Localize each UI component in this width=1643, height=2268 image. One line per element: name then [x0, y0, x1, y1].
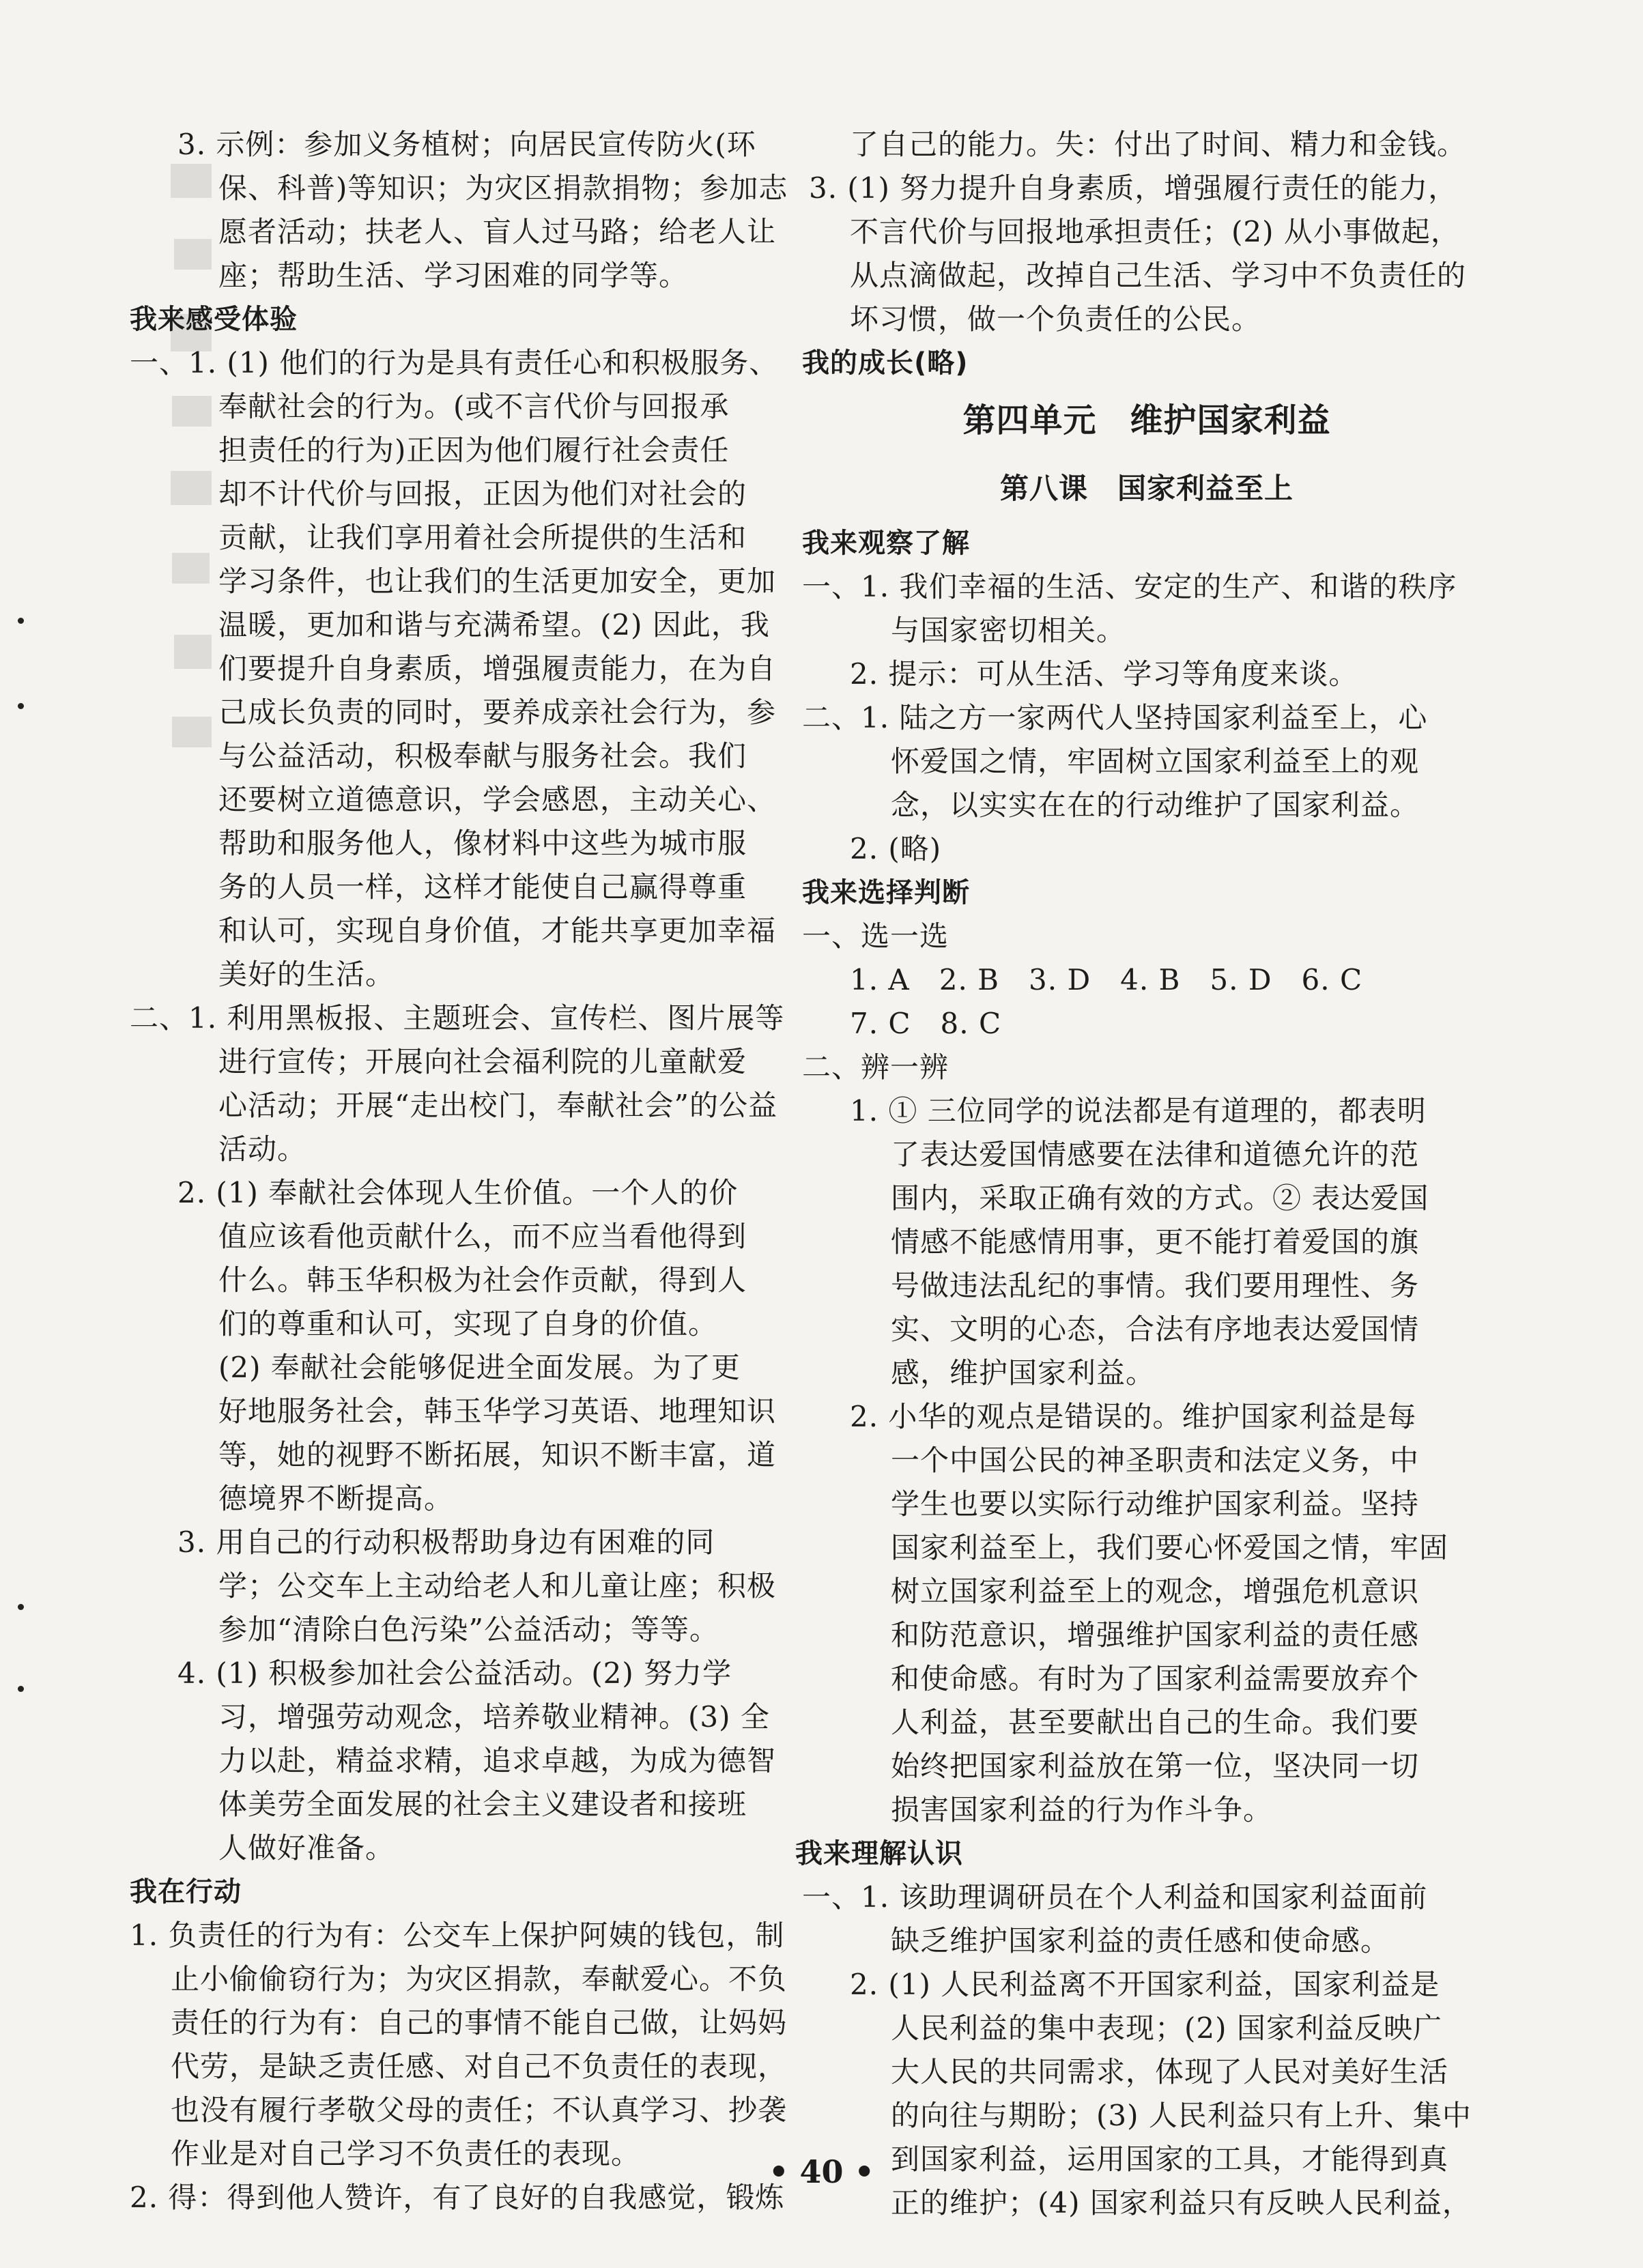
text-line: 贡献，让我们享用着社会所提供的生活和: [218, 521, 747, 554]
text-line: 与公益活动，积极奉献与服务社会。我们: [218, 739, 747, 773]
text-line: 美好的生活。: [218, 958, 395, 991]
text-line: 责任的行为有：自己的事情不能自己做，让妈妈: [171, 2006, 788, 2039]
heading: 我来观察了解: [802, 528, 970, 559]
text-line: 一、选一选: [802, 919, 949, 953]
text-line: 愿者活动；扶老人、盲人过马路；给老人让: [218, 215, 777, 248]
text-line: 2. 提示：可从生活、学习等角度来谈。: [850, 657, 1358, 691]
text-line: 担责任的行为)正因为他们履行社会责任: [218, 433, 730, 467]
text-line: 进行宣传；开展向社会福利院的儿童献爱: [218, 1045, 747, 1078]
text-line: 实、文明的心态，合法有序地表达爱国情: [891, 1312, 1420, 1346]
text-line: 2. 得：得到他人赞许，有了良好的自我感觉，锻炼: [130, 2181, 785, 2214]
text-line: 止小偷偷窃行为；为灾区捐款，奉献爱心。不负: [171, 1962, 788, 1996]
text-line: 学习条件，也让我们的生活更加安全，更加: [218, 564, 777, 598]
text-line: 一、1. 该助理调研员在个人利益和国家利益面前: [802, 1880, 1428, 1914]
text-line: 的向往与期盼；(3) 人民利益只有上升、集中: [891, 2099, 1472, 2132]
right-column: [795, 123, 1498, 2225]
text-line: 学生也要以实际行动维护国家利益。坚持: [891, 1487, 1420, 1521]
text-line: 情感不能感情用事，更不能打着爱国的旗: [891, 1225, 1420, 1259]
text-line: 2. (1) 人民利益离不开国家利益，国家利益是: [850, 1968, 1440, 2001]
text-line: 值应该看他贡献什么，而不应当看他得到: [218, 1220, 747, 1253]
text-line: 们要提升自身素质，增强履责能力，在为自: [218, 652, 777, 685]
text-line: 二、1. 陆之方一家两代人坚持国家利益至上，心: [802, 701, 1428, 734]
text-line: 到国家利益，运用国家的工具，才能得到真: [891, 2142, 1449, 2176]
text-line: 3. 用自己的行动积极帮助身边有困难的同: [177, 1525, 715, 1559]
text-line: 体美劳全面发展的社会主义建设者和接班: [218, 1788, 747, 1821]
text-line: 活动。: [218, 1132, 307, 1166]
scan-speck: [18, 1686, 24, 1692]
heading: 我来理解认识: [795, 1838, 963, 1869]
text-line: 怀爱国之情，牢固树立国家利益至上的观: [891, 745, 1420, 778]
text-line: 号做违法乱纪的事情。我们要用理性、务: [891, 1269, 1420, 1302]
text-line: 3. 示例：参加义务植树；向居民宣传防火(环: [177, 128, 756, 161]
text-line: 1. A 2. B 3. D 4. B 5. D 6. C: [850, 963, 1363, 996]
text-line: 人民利益的集中表现；(2) 国家利益反映广: [891, 2011, 1442, 2045]
text-line: 国家利益至上，我们要心怀爱国之情，牢固: [891, 1531, 1449, 1564]
heading: 我在行动: [130, 1876, 242, 1908]
text-line: 一个中国公民的神圣职责和法定义务，中: [891, 1444, 1420, 1477]
text-line: 树立国家利益至上的观念，增强危机意识: [891, 1575, 1420, 1608]
heading: 我来感受体验: [130, 304, 298, 335]
text-line: 己成长负责的同时，要养成亲社会行为，参: [218, 695, 777, 729]
text-line: 却不计代价与回报，正因为他们对社会的: [218, 477, 747, 511]
text-line: 正的维护；(4) 国家利益只有反映人民利益，: [891, 2186, 1472, 2220]
text-line: 念，以实实在在的行动维护了国家利益。: [891, 788, 1420, 822]
text-line: 1. 负责任的行为有：公交车上保护阿姨的钱包，制: [130, 1919, 785, 1952]
text-line: 4. (1) 积极参加社会公益活动。(2) 努力学: [177, 1656, 732, 1690]
heading: 我的成长(略): [802, 347, 969, 379]
unit-title: 第四单元 维护国家利益: [962, 401, 1331, 440]
text-line: 3. (1) 努力提升自身素质，增强履行责任的能力，: [809, 171, 1458, 205]
text-line: 围内，采取正确有效的方式。② 表达爱国: [891, 1181, 1429, 1215]
text-line: 缺乏维护国家利益的责任感和使命感。: [891, 1924, 1390, 1957]
text-line: 2. (1) 奉献社会体现人生价值。一个人的价: [177, 1176, 739, 1209]
text-line: 和使命感。有时为了国家利益需要放弃个: [891, 1662, 1420, 1695]
text-line: 感，维护国家利益。: [891, 1356, 1156, 1390]
text-line: 损害国家利益的行为作斗争。: [891, 1793, 1273, 1826]
scan-speck: [18, 618, 24, 624]
text-line: 与国家密切相关。: [891, 614, 1126, 647]
text-line: 心活动；开展“走出校门，奉献社会”的公益: [218, 1089, 777, 1122]
text-line: 代劳，是缺乏责任感、对自己不负责任的表现，: [171, 2050, 788, 2083]
text-line: 奉献社会的行为。(或不言代价与回报承: [218, 390, 730, 423]
text-line: 2. (略): [850, 832, 942, 865]
text-line: 二、辨一辨: [802, 1050, 949, 1084]
text-line: 了自己的能力。失：付出了时间、精力和金钱。: [850, 128, 1467, 161]
text-line: 一、1. 我们幸福的生活、安定的生产、和谐的秩序: [802, 570, 1457, 603]
text-line: 一、1. (1) 他们的行为是具有责任心和积极服务、: [130, 346, 779, 379]
text-line: 什么。韩玉华积极为社会作贡献，得到人: [218, 1263, 747, 1297]
text-line: 作业是对自己学习不负责任的表现。: [171, 2137, 641, 2170]
text-line: 1. ① 三位同学的说法都是有道理的，都表明: [850, 1094, 1427, 1128]
text-line: 坏习惯，做一个负责任的公民。: [850, 302, 1261, 336]
text-line: 人做好准备。: [218, 1831, 395, 1865]
lesson-title: 第八课 国家利益至上: [999, 472, 1294, 505]
text-line: 和防范意识，增强维护国家利益的责任感: [891, 1618, 1420, 1652]
text-line: 从点滴做起，改掉自己生活、学习中不负责任的: [850, 259, 1467, 292]
text-line: 和认可，实现自身价值，才能共享更加幸福: [218, 914, 777, 947]
page-number: • 40 •: [769, 2153, 874, 2190]
text-line: 好地服务社会，韩玉华学习英语、地理知识: [218, 1394, 777, 1428]
scan-speck: [18, 1604, 24, 1610]
text-line: 7. C 8. C: [850, 1007, 1002, 1040]
text-line: 等，她的视野不断拓展，知识不断丰富，道: [218, 1438, 777, 1472]
scan-speck: [18, 703, 24, 709]
heading: 我来选择判断: [802, 877, 970, 908]
text-line: 参加“清除白色污染”公益活动；等等。: [218, 1613, 719, 1646]
text-line: 二、1. 利用黑板报、主题班会、宣传栏、图片展等: [130, 1001, 785, 1035]
text-line: 大人民的共同需求，体现了人民对美好生活: [891, 2055, 1449, 2088]
text-line: 学；公交车上主动给老人和儿童让座；积极: [218, 1569, 777, 1603]
text-line: 始终把国家利益放在第一位，坚决同一切: [891, 1749, 1420, 1783]
text-line: 德境界不断提高。: [218, 1482, 454, 1515]
text-line: 温暖，更加和谐与充满希望。(2) 因此，我: [218, 608, 770, 642]
text-line: 2. 小华的观点是错误的。维护国家利益是每: [850, 1400, 1417, 1433]
text-line: 座；帮助生活、学习困难的同学等。: [218, 259, 689, 292]
text-line: 们的尊重和认可，实现了自身的价值。: [218, 1307, 718, 1340]
text-line: 务的人员一样，这样才能使自己赢得尊重: [218, 870, 747, 904]
text-line: (2) 奉献社会能够促进全面发展。为了更: [218, 1351, 741, 1384]
text-line: 力以赴，精益求精，追求卓越，为成为德智: [218, 1744, 777, 1777]
text-line: 还要树立道德意识，学会感恩，主动关心、: [218, 783, 777, 816]
text-line: 人利益，甚至要献出自己的生命。我们要: [891, 1706, 1420, 1739]
left-column: [116, 123, 799, 2220]
text-line: 了表达爱国情感要在法律和道德允许的范: [891, 1138, 1420, 1171]
text-line: 保、科普)等知识；为灾区捐款捐物；参加志: [218, 171, 788, 205]
text-line: 习，增强劳动观念，培养敬业精神。(3) 全: [218, 1700, 770, 1734]
text-line: 帮助和服务他人，像材料中这些为城市服: [218, 827, 747, 860]
text-line: 也没有履行孝敬父母的责任；不认真学习、抄袭: [171, 2093, 788, 2127]
text-line: 不言代价与回报地承担责任；(2) 从小事做起，: [850, 215, 1460, 248]
